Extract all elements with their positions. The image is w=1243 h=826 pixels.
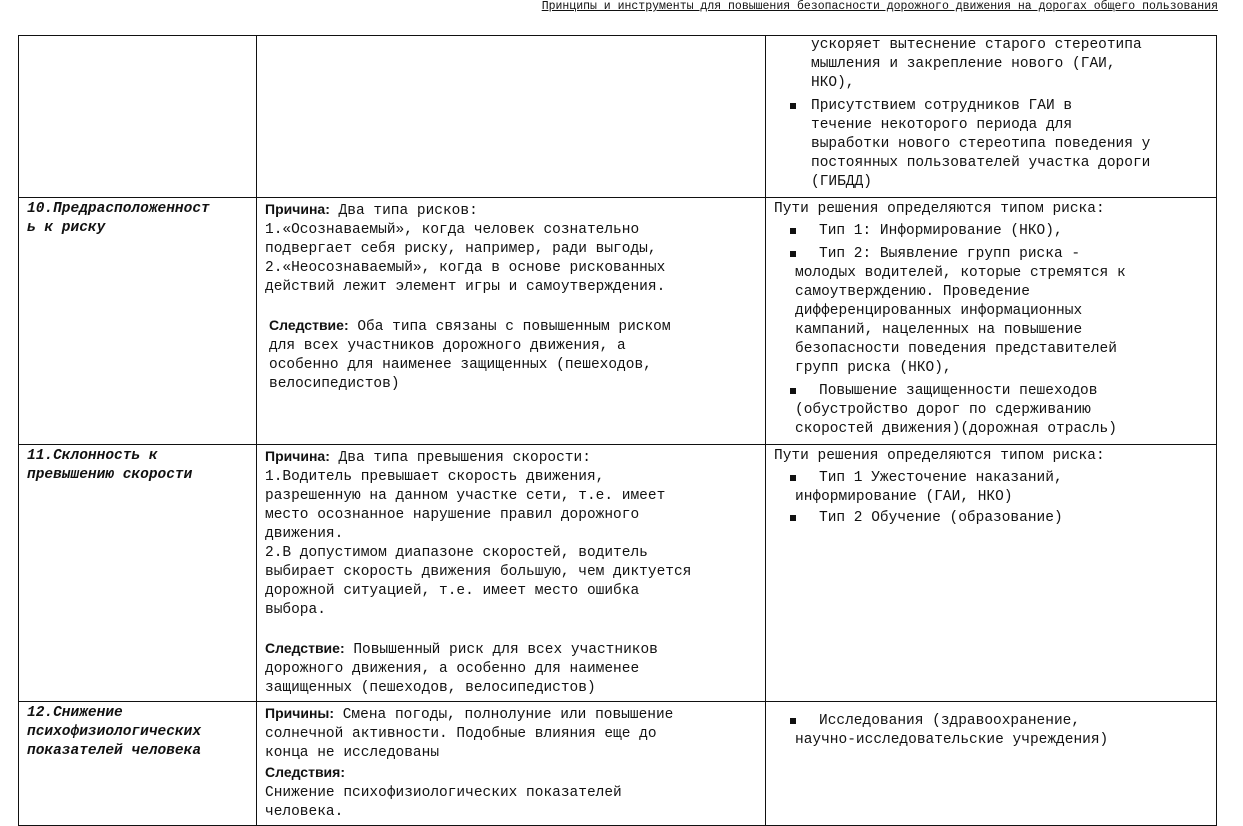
solution-line: Присутствием сотрудников ГАИ в [811, 98, 1073, 114]
solution-line: постоянных пользователей участка дороги [811, 155, 1151, 171]
running-header: Принципы и инструменты для повышения безопасности дорожного движения на дорогах общего пользования [541, 0, 1218, 13]
solution-line: дифференцированных информационных [795, 303, 1083, 319]
list-item [795, 469, 1208, 507]
solution-line: (ГИБДД) [811, 174, 872, 190]
cause-line: 2.В допустимом диапазоне скоростей, водитель [265, 545, 648, 561]
solution-line: ускоряет вытеснение старого стереотипа [811, 37, 1142, 53]
solution-line: научно-исследовательские учреждения) [795, 732, 1109, 748]
cause-line: выбора. [265, 602, 326, 618]
solution-line: информирование (ГАИ, НКО) [795, 489, 1013, 505]
cause-cell [257, 445, 766, 702]
square-bullet-icon [790, 515, 796, 521]
solution-intro: Пути решения определяются типом риска: [774, 448, 1105, 464]
factors-table [18, 35, 1217, 826]
cause-text: Два типа превышения скорости: [329, 450, 591, 466]
table-row [19, 198, 1217, 445]
cause-line: 1.Водитель превышает скорость движения, [265, 469, 605, 485]
list-item [795, 712, 1208, 750]
solution-line: Тип 1 Ужесточение наказаний, [819, 470, 1063, 486]
consequence-line: Снижение психофизиологических показателей [265, 785, 622, 801]
solution-list [774, 222, 1208, 439]
cause-label: Причина: [265, 201, 330, 217]
solution-line: течение некоторого периода для [811, 117, 1073, 133]
cause-line: движения. [265, 526, 344, 542]
list-item [811, 36, 1208, 93]
solution-line: скоростей движения)(дорожная отрасль) [795, 421, 1117, 437]
factor-cell [19, 445, 257, 702]
cause-text: Смена погоды, полнолуние или повышение [334, 707, 674, 723]
factor-title-line: превышению скорости [27, 467, 193, 483]
solution-list [774, 712, 1208, 750]
consequence-label: Следствие: [269, 317, 349, 333]
cause-line: 2.«Неосознаваемый», когда в основе рискованных [265, 260, 666, 276]
solution-line: выработки нового стереотипа поведения у [811, 136, 1151, 152]
factor-title-line: психофизиологических [27, 724, 202, 740]
factor-cell [19, 36, 257, 198]
consequence-text: Повышенный риск для всех участников [344, 642, 658, 658]
factor-title-line: 12.Снижение [27, 705, 123, 721]
solution-line: (обустройство дорог по сдерживанию [795, 402, 1091, 418]
consequence-line: для всех участников дорожного движения, а [269, 338, 626, 354]
solution-line: НКО), [811, 75, 855, 91]
cause-cell [257, 36, 766, 198]
factor-title-line: 11.Склонность к [27, 448, 158, 464]
solution-line: Тип 2: Выявление групп риска - [819, 246, 1081, 262]
solution-line: Тип 2 Обучение (образование) [819, 510, 1063, 526]
cause-line: конца не исследованы [265, 745, 440, 761]
list-item [795, 245, 1208, 378]
cause-line: разрешенную на данном участке сети, т.е. имеет [265, 488, 666, 504]
solution-intro: Пути решения определяются типом риска: [774, 201, 1105, 217]
list-item [795, 222, 1208, 241]
solution-line: безопасности поведения представителей [795, 341, 1117, 357]
list-item [811, 97, 1208, 192]
factor-title-line: показателей человека [27, 743, 202, 759]
square-bullet-icon [790, 475, 796, 481]
solution-line: групп риска (НКО), [795, 360, 952, 376]
consequence-line: защищенных (пешеходов, велосипедистов) [265, 680, 596, 696]
solution-line: кампаний, нацеленных на повышение [795, 322, 1083, 338]
solution-line: Повышение защищенности пешеходов [819, 383, 1098, 399]
consequence-label: Следствия: [265, 764, 345, 780]
cause-cell [257, 198, 766, 445]
table-row [19, 36, 1217, 198]
solution-line: молодых водителей, которые стремятся к [795, 265, 1126, 281]
factor-title-line: ь к риску [27, 220, 106, 236]
cause-line: выбирает скорость движения большую, чем диктуется [265, 564, 692, 580]
factor-title-line: 10.Предрасположенност [27, 201, 210, 217]
consequence-line: дорожного движения, а особенно для наименее [265, 661, 640, 677]
solution-line: самоутверждению. Проведение [795, 284, 1030, 300]
solution-line: мышления и закрепление нового (ГАИ, [811, 56, 1116, 72]
solution-list [774, 469, 1208, 528]
consequence-line: велосипедистов) [269, 376, 400, 392]
cause-line: дорожной ситуацией, т.е. имеет место ошибка [265, 583, 640, 599]
solution-line: Тип 1: Информирование (НКО), [819, 223, 1063, 239]
cause-line: подвергает себя риску, например, ради выгоды, [265, 241, 657, 257]
solution-line: Исследования (здравоохранение, [819, 713, 1081, 729]
cause-line: действий лежит элемент игры и самоутверждения. [265, 279, 666, 295]
solution-list [774, 36, 1208, 192]
consequence-line: человека. [265, 804, 344, 820]
list-item [795, 509, 1208, 528]
cause-text: Два типа рисков: [329, 203, 478, 219]
solution-cell [766, 445, 1217, 702]
list-item [795, 382, 1208, 439]
cause-line: место осознанное нарушение правил дорожного [265, 507, 640, 523]
factor-cell [19, 198, 257, 445]
square-bullet-icon [790, 251, 796, 257]
cause-label: Причины: [265, 705, 335, 721]
cause-line: 1.«Осознаваемый», когда человек сознательно [265, 222, 640, 238]
consequence-label: Следствие: [265, 640, 345, 656]
table-row [19, 445, 1217, 702]
square-bullet-icon [790, 388, 796, 394]
solution-cell [766, 36, 1217, 198]
solution-cell [766, 198, 1217, 445]
square-bullet-icon [790, 103, 796, 109]
square-bullet-icon [790, 228, 796, 234]
consequence-text: Оба типа связаны с повышенным риском [348, 319, 671, 335]
consequence-line: особенно для наименее защищенных (пешеходов, [269, 357, 652, 373]
cause-label: Причина: [265, 448, 330, 464]
square-bullet-icon [790, 718, 796, 724]
cause-line: солнечной активности. Подобные влияния еще до [265, 726, 657, 742]
